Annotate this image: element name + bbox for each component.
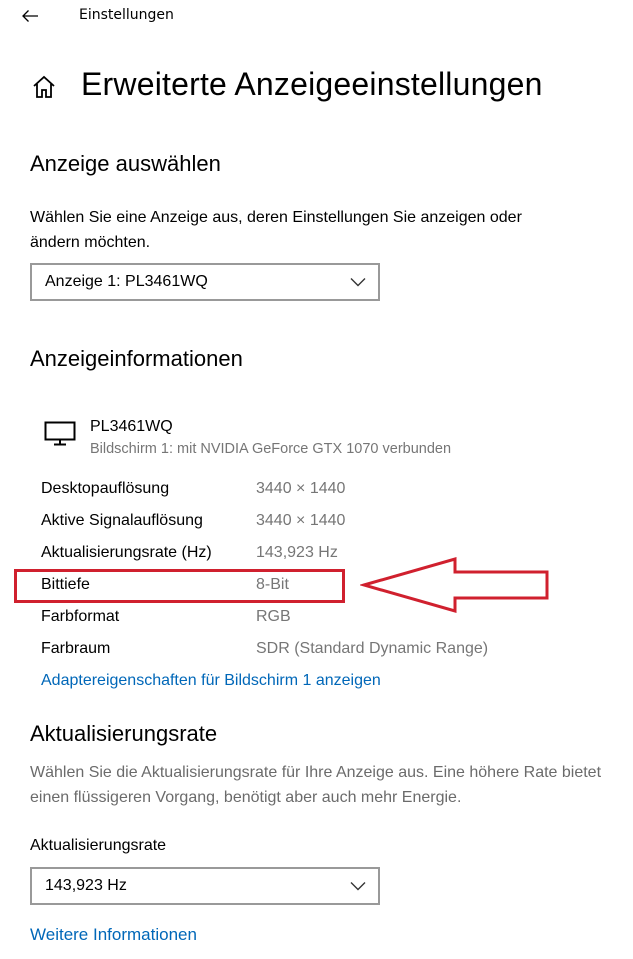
back-arrow-icon (21, 9, 39, 23)
refresh-rate-description: Wählen Sie die Aktualisierungsrate für Ihre Anzeige aus. Eine höhere Rate bietet einen flüssigeren Vorgang, benötigt aber auch mehr Energie. (30, 764, 602, 806)
select-display-heading: Anzeige auswählen (30, 151, 221, 176)
info-label-color-format: Farbformat (41, 608, 120, 625)
annotation-arrow-icon (360, 556, 552, 614)
info-label-active-signal-resolution: Aktive Signalauflösung (41, 512, 203, 529)
select-display-description: Wählen Sie eine Anzeige aus, deren Einstellungen Sie anzeigen oder ändern möchten. (30, 209, 522, 251)
bit-depth-highlight-box (14, 569, 345, 603)
page-title: Erweiterte Anzeigeeinstellungen (81, 66, 543, 102)
more-info-link[interactable]: Weitere Informationen (30, 925, 197, 944)
info-label-color-space: Farbraum (41, 640, 111, 657)
monitor-name: PL3461WQ (90, 418, 173, 435)
info-value-color-format: RGB (256, 608, 291, 625)
monitor-icon (44, 421, 76, 447)
info-value-desktop-resolution: 3440 × 1440 (256, 480, 346, 497)
info-value-color-space: SDR (Standard Dynamic Range) (256, 640, 489, 657)
refresh-rate-field-label: Aktualisierungsrate (30, 837, 167, 854)
info-label-desktop-resolution: Desktopauflösung (41, 480, 170, 497)
info-value-active-signal-resolution: 3440 × 1440 (256, 512, 346, 529)
refresh-rate-dropdown-value: 143,923 Hz (45, 877, 127, 894)
refresh-rate-dropdown[interactable] (30, 867, 380, 905)
home-icon[interactable] (31, 74, 57, 100)
info-label-refresh-rate: Aktualisierungsrate (Hz) (41, 544, 212, 561)
display-info-heading: Anzeigeinformationen (30, 346, 243, 371)
adapter-properties-link[interactable]: Adaptereigenschaften für Bildschirm 1 anzeigen (41, 672, 381, 689)
info-value-refresh-rate: 143,923 Hz (256, 544, 338, 561)
chevron-down-icon (350, 277, 366, 287)
info-value-bit-depth: 8-Bit (256, 576, 289, 593)
back-button[interactable] (14, 2, 46, 30)
chevron-down-icon (350, 881, 366, 891)
monitor-subtitle: Bildschirm 1: mit NVIDIA GeForce GTX 1070 verbunden (90, 441, 452, 457)
app-title: Einstellungen (79, 7, 174, 23)
display-select-dropdown[interactable] (30, 263, 380, 301)
refresh-rate-heading: Aktualisierungsrate (30, 721, 218, 746)
info-label-bit-depth: Bittiefe (41, 576, 90, 593)
display-select-value: Anzeige 1: PL3461WQ (45, 273, 208, 290)
